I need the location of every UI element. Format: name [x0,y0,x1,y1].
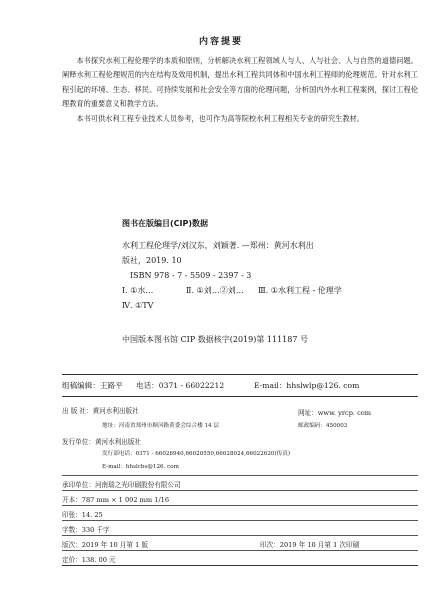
cip-isbn: ISBN 978 - 7 - 5509 - 2397 - 3 [130,271,252,280]
cip-heading: 图书在版编目(CIP)数据 [122,219,209,228]
divider [62,550,418,551]
cip-class-entry: Ⅳ. ①TV [122,301,154,310]
imprint-postcode: 邮政编码：450003 [298,423,348,429]
divider [62,475,418,476]
editor-email: E-mail：hhslwlp@126. com [254,381,360,390]
cip-bibliographic-line: 版社，2019. 10 [122,256,182,265]
editor-name: 组稿编辑：王路平 [62,381,123,390]
cip-bibliographic-line: 水利工程伦理学/刘汉东，刘颖著. —郑州：黄河水利出 [122,241,314,250]
editor-contact [62,380,418,391]
divider [62,520,418,521]
cip-class-entry: Ⅲ. ①水利工程 - 伦理学 [258,286,342,295]
editor-phone: 电话：0371 - 66022212 [136,381,225,390]
cip-class-entry: Ⅱ. ①刘…②刘… [186,286,244,295]
cip-classification [122,283,372,298]
imprint-printer: 承印单位：河南瑞之光印刷股份有限公司 [62,481,181,489]
cip-class-entry: Ⅰ. ①水… [122,286,154,295]
imprint-price: 定价：138. 00 元 [62,556,116,564]
divider [62,505,418,506]
imprint-distributor-phone: 发行部电话：0371 - 66026940,66020550,66028024,66022620(传真) [102,451,291,457]
divider [62,396,418,397]
imprint-word-count: 字数：330 千字 [62,526,110,534]
divider [62,490,418,491]
divider [62,535,418,536]
imprint-publisher: 出 版 社：黄河水利出版社 [62,407,139,415]
imprint-format: 开本：787 mm × 1 092 mm 1/16 [62,496,170,504]
divider [62,374,418,375]
imprint-distributor: 发行单位：黄河水利出版社 [62,438,142,446]
imprint-address: 地址：河南省郑州市顺河路黄委会综合楼 14 层 [102,423,219,429]
imprint-printing: 印次：2019 年 10 月第 1 次印刷 [260,541,360,549]
imprint-website: 网址：www. yrcp. com [298,409,372,417]
summary-paragraph: 本书可供水利工程专业技术人员参考，也可作为高等院校水利工程相关专业的研究生教材。 [76,113,364,123]
imprint-edition: 版次：2019 年 10 月第 1 版 [62,541,149,549]
summary-paragraph: 本书探究水利工程伦理学的本质和原则，分析解决水利工程领域人与人、人与社会、人与自然的道德问题。阐释水利工程伦理规范的内在结构及效用机制，提出水利工程共同体和中国水利工程师的伦理规范。针对水利工程引起的环境、生态、移民、可持续发展和社会安全等方面的伦理问题，分析国内外水利工程案例，探讨工程伦理教育的重要意义和教学方法。 [62,56,418,109]
summary-body [62,54,418,126]
divider [62,565,418,566]
imprint-distributor-email: E-mail：hhslcbs@126. com [102,464,179,470]
imprint-sheets: 印张：14. 25 [62,511,103,519]
cip-core-number: 中国版本图书馆 CIP 数据核字(2019)第 111187 号 [122,335,308,344]
summary-title: 内容提要 [198,37,243,47]
cip-record [122,238,372,313]
